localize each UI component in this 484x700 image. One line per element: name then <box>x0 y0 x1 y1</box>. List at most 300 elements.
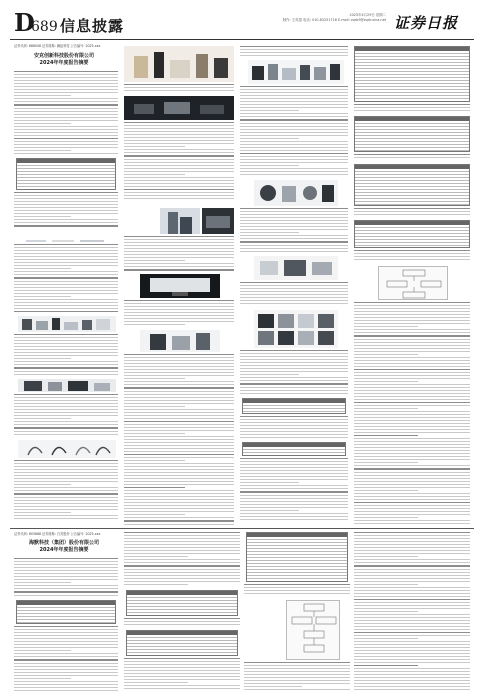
text-line <box>240 300 348 301</box>
text-line <box>14 256 118 257</box>
text-line <box>124 254 234 255</box>
text-line <box>354 605 470 606</box>
text-line <box>354 478 470 479</box>
text-line <box>124 670 240 671</box>
text-line <box>14 567 118 568</box>
text-line <box>354 553 470 554</box>
text-line <box>354 602 470 603</box>
top-col2-banner-photo <box>124 46 234 82</box>
text-line <box>124 466 234 467</box>
text-line <box>240 174 348 175</box>
text-line <box>124 436 234 437</box>
text-line <box>354 635 470 636</box>
text-line <box>240 482 299 483</box>
text-line <box>124 84 234 85</box>
text-line <box>354 332 470 333</box>
text-line <box>124 309 234 310</box>
text-line <box>14 588 118 589</box>
text-line <box>354 432 470 433</box>
text-line <box>124 372 234 373</box>
text-line <box>244 590 350 591</box>
text-line <box>354 593 470 594</box>
text-line <box>124 418 234 419</box>
text-line <box>354 626 470 627</box>
text-line <box>124 412 234 413</box>
text-line <box>124 514 185 515</box>
text-line <box>124 143 234 144</box>
text-line <box>354 157 470 158</box>
text-line <box>240 485 348 486</box>
text-line <box>124 195 234 196</box>
text-line <box>14 570 118 571</box>
bottom-col1-text-a <box>14 558 118 598</box>
text-line <box>240 251 348 252</box>
text-line <box>14 394 118 395</box>
text-line <box>14 343 118 344</box>
text-line <box>354 596 470 597</box>
text-line <box>240 476 348 477</box>
text-line <box>354 211 470 212</box>
text-line <box>124 682 188 683</box>
text-line <box>354 253 470 254</box>
text-line <box>124 532 240 533</box>
text-line <box>14 340 118 341</box>
text-line <box>244 677 350 678</box>
text-line <box>240 162 348 163</box>
text-line <box>354 668 470 669</box>
top-report-codes: 证券代码: 688008 证券简称: 澜起科技 公告编号: 2025-xxx <box>14 44 101 48</box>
text-line <box>14 561 118 562</box>
text-line <box>354 620 470 621</box>
text-line <box>354 677 470 678</box>
text-line <box>14 364 118 365</box>
newspaper-logo: 证券日报 <box>394 14 459 32</box>
text-line <box>124 183 234 184</box>
text-line <box>124 661 240 662</box>
text-line <box>124 397 234 398</box>
text-line <box>14 77 118 78</box>
text-line <box>14 690 118 691</box>
text-line <box>354 351 470 352</box>
text-line <box>240 104 348 105</box>
text-line <box>240 353 348 354</box>
text-line <box>14 564 118 565</box>
text-line <box>124 442 234 443</box>
text-line <box>14 573 118 574</box>
section-title: 信息披露 <box>60 17 125 35</box>
text-line <box>124 535 240 536</box>
text-line <box>14 585 118 586</box>
text-line <box>240 479 348 480</box>
text-line <box>124 312 234 313</box>
text-line <box>354 484 470 485</box>
text-line <box>14 153 118 154</box>
text-line <box>124 260 185 261</box>
edition-letter: D <box>14 8 35 37</box>
top-col1-product-photos <box>18 316 116 332</box>
text-line <box>14 352 118 353</box>
text-line <box>124 457 234 458</box>
text-line <box>354 590 470 591</box>
text-line <box>240 288 348 289</box>
text-line <box>240 107 348 108</box>
text-line <box>14 434 118 435</box>
text-line <box>124 134 234 135</box>
text-line <box>240 98 348 99</box>
top-col1-text-d <box>14 334 118 376</box>
text-line <box>354 496 470 497</box>
top-col3-text-d <box>240 282 348 308</box>
bottom-report-company: 海默科技（集团）股份有限公司 <box>28 540 99 546</box>
text-line <box>14 653 118 654</box>
text-line <box>124 406 185 407</box>
text-line <box>14 641 118 642</box>
text-line <box>354 644 470 645</box>
text-line <box>124 502 234 503</box>
text-line <box>124 363 234 364</box>
text-line <box>354 414 470 415</box>
top-col2-appliance-photo <box>140 330 220 352</box>
text-line <box>354 423 470 424</box>
text-line <box>124 572 240 573</box>
text-line <box>354 559 470 560</box>
top-col1-text-b <box>14 192 118 230</box>
text-line <box>124 517 234 518</box>
text-line <box>354 339 470 340</box>
text-line <box>240 470 348 471</box>
text-line <box>124 394 234 395</box>
text-line <box>124 177 234 178</box>
text-line <box>14 192 118 193</box>
text-line <box>124 430 234 431</box>
text-line <box>14 424 118 425</box>
text-line <box>354 256 470 257</box>
text-line <box>14 427 118 428</box>
text-line <box>14 490 118 491</box>
text-line <box>124 508 234 509</box>
text-line <box>354 538 470 539</box>
text-line <box>354 438 470 439</box>
text-line <box>240 461 348 462</box>
text-line <box>354 523 470 524</box>
text-line <box>240 458 348 459</box>
text-line <box>14 80 118 81</box>
text-line <box>14 222 118 223</box>
text-line <box>124 481 234 482</box>
text-line <box>124 578 240 579</box>
text-line <box>124 257 234 258</box>
text-line <box>14 195 118 196</box>
table-row <box>17 184 115 187</box>
masthead-meta <box>238 13 386 23</box>
text-line <box>14 210 118 211</box>
text-line <box>14 296 71 297</box>
text-line <box>14 484 71 485</box>
text-line <box>240 383 348 384</box>
text-line <box>354 547 470 548</box>
text-line <box>354 659 470 660</box>
text-line <box>354 317 470 318</box>
text-line <box>240 229 348 230</box>
text-line <box>124 354 234 355</box>
text-line <box>14 271 118 272</box>
text-line <box>354 475 470 476</box>
text-line <box>14 506 118 507</box>
text-line <box>124 499 234 500</box>
text-line <box>354 369 470 370</box>
text-line <box>240 132 348 133</box>
text-line <box>14 579 118 580</box>
text-line <box>14 591 118 592</box>
text-line <box>14 632 118 633</box>
top-col1-device-photos <box>18 378 116 392</box>
text-line <box>354 674 470 675</box>
text-line <box>14 302 118 303</box>
text-line <box>124 541 240 542</box>
top-col3-text-f <box>240 416 348 440</box>
text-line <box>354 420 470 421</box>
bottom-col2-text-c <box>124 658 240 692</box>
text-line <box>14 213 118 214</box>
text-line <box>14 397 118 398</box>
text-line <box>124 90 234 91</box>
text-line <box>124 658 240 659</box>
text-line <box>240 467 348 468</box>
text-line <box>354 541 470 542</box>
text-line <box>354 623 470 624</box>
text-line <box>124 360 234 361</box>
text-line <box>124 306 234 307</box>
text-line <box>240 380 348 381</box>
bottom-col1-table-a <box>16 600 116 624</box>
text-line <box>124 547 240 548</box>
text-line <box>14 487 118 488</box>
text-line <box>240 437 348 438</box>
text-line <box>240 377 348 378</box>
text-line <box>354 308 470 309</box>
text-line <box>14 129 118 130</box>
text-line <box>124 300 234 301</box>
text-line <box>14 201 118 202</box>
text-line <box>124 245 234 246</box>
text-line <box>14 98 118 99</box>
text-line <box>124 448 234 449</box>
top-col2-office-photo <box>202 208 234 234</box>
text-line <box>14 678 71 679</box>
text-line <box>124 149 234 150</box>
text-line <box>240 371 348 372</box>
text-line <box>14 635 118 636</box>
text-line <box>124 688 240 689</box>
text-line <box>240 126 348 127</box>
text-line <box>240 516 348 517</box>
bottom-col1-text-b <box>14 626 118 692</box>
text-line <box>354 444 470 445</box>
text-line <box>124 544 240 545</box>
text-line <box>354 565 470 566</box>
text-line <box>124 569 240 570</box>
table-row <box>17 620 115 623</box>
text-line <box>354 481 470 482</box>
text-line <box>240 303 348 304</box>
text-line <box>240 297 348 298</box>
text-line <box>124 198 234 199</box>
text-line <box>124 553 240 554</box>
top-col4-text-c <box>354 208 470 218</box>
text-line <box>14 374 118 375</box>
text-line <box>14 207 118 208</box>
text-line <box>14 150 71 151</box>
text-line <box>14 663 118 664</box>
bottom-col3-text-a <box>244 584 350 598</box>
text-line <box>354 450 470 451</box>
table-row <box>355 148 469 151</box>
text-line <box>354 405 470 406</box>
text-line <box>354 641 470 642</box>
text-line <box>14 132 118 133</box>
text-line <box>240 419 348 420</box>
text-line <box>354 378 470 379</box>
text-line <box>14 95 71 96</box>
text-line <box>14 409 118 410</box>
table-row <box>355 243 469 246</box>
text-line <box>14 83 118 84</box>
text-line <box>354 110 470 111</box>
text-line <box>14 308 118 309</box>
text-line <box>354 508 470 509</box>
text-line <box>354 572 470 573</box>
text-line <box>14 475 118 476</box>
text-line <box>354 154 470 155</box>
text-line <box>240 116 348 117</box>
bottom-col4-text-a <box>354 532 470 692</box>
text-line <box>354 453 470 454</box>
bottom-col2-text-a <box>124 532 240 588</box>
text-line <box>14 86 118 87</box>
text-line <box>244 668 350 669</box>
top-col1-product-strip <box>24 232 110 242</box>
text-line <box>240 138 299 139</box>
text-line <box>240 144 348 145</box>
bottom-col2-table-a <box>126 590 238 616</box>
text-line <box>354 417 470 418</box>
text-line <box>124 490 234 491</box>
table-row <box>243 450 345 453</box>
text-line <box>124 664 240 665</box>
text-line <box>14 74 118 75</box>
text-line <box>124 676 240 677</box>
top-col4-shareholder-chart <box>378 266 448 300</box>
top-col4-text-d <box>354 250 470 264</box>
top-col2-projector-photo <box>140 274 220 298</box>
text-line <box>240 374 299 375</box>
text-line <box>354 686 470 687</box>
text-line <box>240 223 348 224</box>
text-line <box>14 403 118 404</box>
text-line <box>124 550 240 551</box>
top-col3-table-a <box>242 398 346 414</box>
top-col3-product-grid <box>254 310 338 348</box>
text-line <box>14 515 118 516</box>
text-line <box>14 647 118 648</box>
top-report-company: 安克创新科技股份有限公司 <box>33 53 94 59</box>
text-line <box>14 684 118 685</box>
text-line <box>240 431 348 432</box>
text-line <box>240 86 348 87</box>
text-line <box>124 381 234 382</box>
text-line <box>354 323 470 324</box>
text-line <box>244 593 350 594</box>
table-row <box>127 610 237 613</box>
text-line <box>354 335 470 336</box>
text-line <box>124 538 240 539</box>
text-line <box>354 556 418 557</box>
top-col4-table-d <box>354 220 470 248</box>
text-line <box>124 679 240 680</box>
text-line <box>354 363 470 364</box>
text-line <box>14 126 118 127</box>
text-line <box>14 659 118 660</box>
text-line <box>354 608 470 609</box>
text-line <box>240 113 348 114</box>
table-row <box>247 576 347 579</box>
text-line <box>240 52 348 53</box>
text-line <box>124 409 234 410</box>
text-line <box>354 520 470 521</box>
text-line <box>354 459 470 460</box>
text-line <box>124 303 234 304</box>
text-line <box>14 681 118 682</box>
text-line <box>14 595 118 596</box>
text-line <box>14 463 118 464</box>
text-line <box>14 431 118 432</box>
text-line <box>124 493 234 494</box>
text-line <box>354 408 418 409</box>
text-line <box>240 473 348 474</box>
bottom-report-codes: 证券代码: 603688 证券简称: 石英股份 公告编号: 2025-xxx <box>14 532 101 536</box>
top-col3-text-c <box>240 208 348 254</box>
text-line <box>14 509 118 510</box>
text-line <box>240 55 348 56</box>
text-line <box>124 487 185 488</box>
text-line <box>240 368 348 369</box>
report-divider <box>10 528 474 529</box>
text-line <box>240 350 348 351</box>
text-line <box>240 168 348 169</box>
text-line <box>124 192 234 193</box>
text-line <box>124 180 234 181</box>
text-line <box>124 478 234 479</box>
text-line <box>124 122 234 123</box>
text-line <box>240 434 348 435</box>
text-line <box>354 581 470 582</box>
text-line <box>240 495 348 496</box>
text-line <box>244 671 350 672</box>
text-line <box>14 219 118 220</box>
text-line <box>240 285 348 286</box>
text-line <box>354 345 470 346</box>
text-line <box>14 346 118 347</box>
top-col4-text-e <box>354 302 470 524</box>
text-line <box>14 672 118 673</box>
text-line <box>124 685 240 686</box>
text-line <box>354 532 470 533</box>
text-line <box>240 428 348 429</box>
top-col1-cable-photos <box>18 440 116 458</box>
top-col1-text-c <box>14 244 118 314</box>
text-line <box>124 128 234 129</box>
text-line <box>354 599 470 600</box>
